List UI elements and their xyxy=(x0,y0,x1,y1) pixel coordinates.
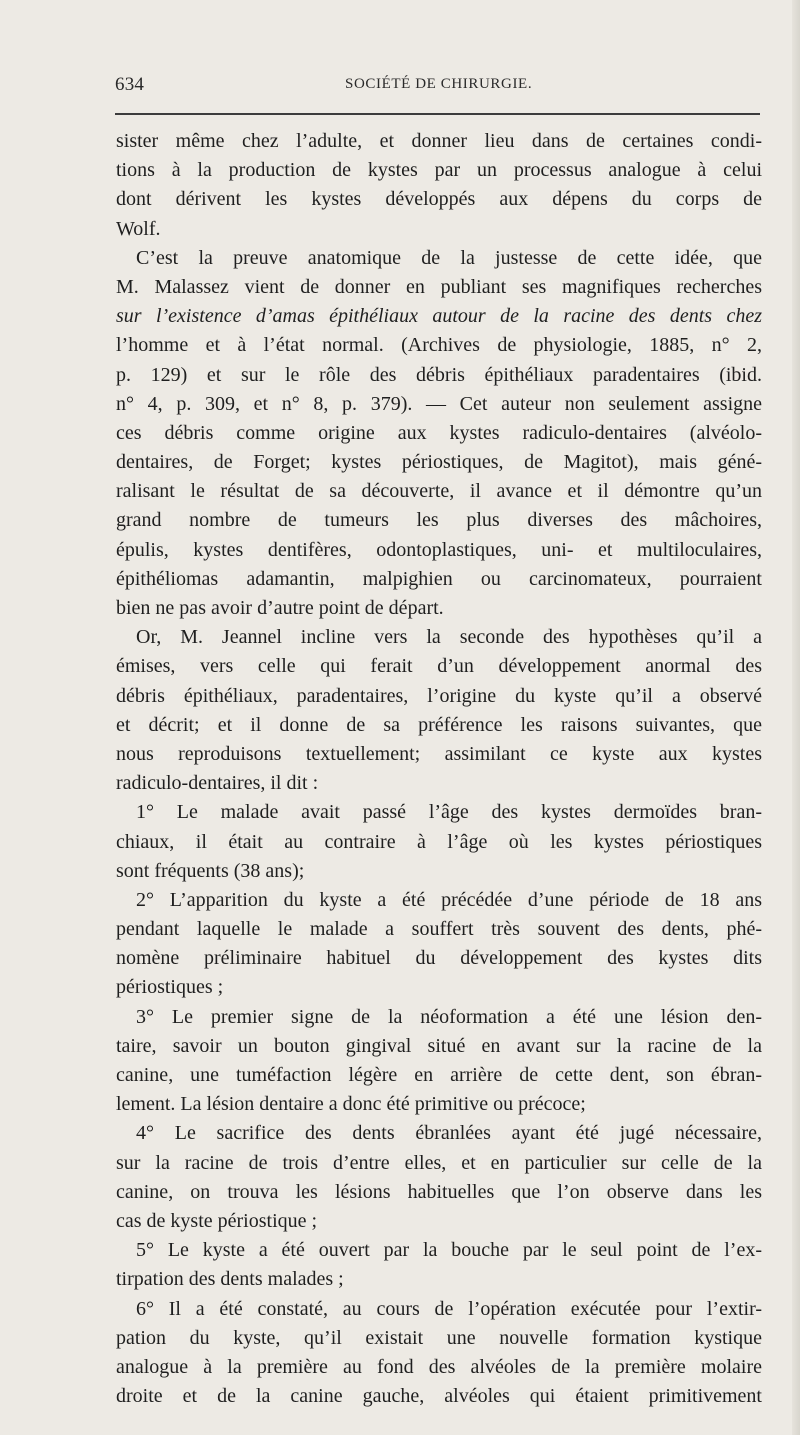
text-line: p. 129) et sur le rôle des débris épithéliaux paradentaires (ibid. xyxy=(116,363,762,386)
page-number: 634 xyxy=(115,74,145,95)
text-line: tirpation des dents malades ; xyxy=(116,1268,344,1291)
text-line: cas de kyste périostique ; xyxy=(116,1209,318,1232)
text-line: ces débris comme origine aux kystes radiculo-dentaires (alvéolo- xyxy=(116,421,762,444)
text-line: M. Malassez vient de donner en publiant ses magnifiques recherches xyxy=(116,275,762,298)
text-line: 4° Le sacrifice des dents ébranlées ayant été jugé nécessaire, xyxy=(136,1122,762,1145)
text-line: dentaires, de Forget; kystes périostiques, de Magitot), mais géné- xyxy=(116,451,762,474)
text-line: bien ne pas avoir d’autre point de départ. xyxy=(116,597,444,619)
page-header xyxy=(115,74,759,104)
text-line: chiaux, il était au contraire à l’âge où les kystes périostiques xyxy=(116,830,762,853)
text-line: émises, vers celle qui ferait d’un développement anormal des xyxy=(116,655,762,678)
text-line: Or, M. Jeannel incline vers la seconde des hypothèses qu’il a xyxy=(136,626,762,649)
text-line: sont fréquents (38 ans); xyxy=(116,859,305,882)
page-edge xyxy=(792,0,800,1435)
text-line: épulis, kystes dentifères, odontoplastiques, uni- et multiloculaires, xyxy=(116,538,762,561)
text-line: 5° Le kyste a été ouvert par la bouche par le seul point de l’ex- xyxy=(136,1239,762,1262)
text-line: 3° Le premier signe de la néoformation a été une lésion den- xyxy=(136,1005,762,1028)
text-line: C’est la preuve anatomique de la justesse de cette idée, que xyxy=(136,246,762,269)
text-line: pation du kyste, qu’il existait une nouvelle formation kystique xyxy=(116,1326,762,1349)
text-line: l’homme et à l’état normal. (Archives de physiologie, 1885, n° 2, xyxy=(116,334,762,357)
body-text xyxy=(116,127,762,1411)
text-line: sur la racine de trois d’entre elles, et en particulier sur celle de la xyxy=(116,1151,762,1174)
text-line: Wolf. xyxy=(116,217,161,240)
text-line: taire, savoir un bouton gingival situé en avant sur la racine de la xyxy=(116,1034,762,1057)
text-line: pendant laquelle le malade a souffert très souvent des dents, phé- xyxy=(116,918,762,941)
text-line: 6° Il a été constaté, au cours de l’opération exécutée pour l’extir- xyxy=(136,1297,762,1320)
text-line: nous reproduisons textuellement; assimilant ce kyste aux kystes xyxy=(116,742,762,765)
text-line: périostiques ; xyxy=(116,976,224,999)
header-rule xyxy=(115,113,760,115)
text-line: radiculo-dentaires, il dit : xyxy=(116,772,319,795)
text-line: dont dérivent les kystes développés aux dépens du corps de xyxy=(116,188,762,211)
text-line: 1° Le malade avait passé l’âge des kystes dermoïdes bran- xyxy=(136,801,762,824)
text-line: analogue à la première au fond des alvéoles de la première molaire xyxy=(116,1355,762,1378)
text-line: nomène préliminaire habituel du développement des kystes dits xyxy=(116,947,762,970)
running-title: SOCIÉTÉ DE CHIRURGIE. xyxy=(345,76,533,92)
text-line: débris épithéliaux, paradentaires, l’origine du kyste qu’il a observé xyxy=(116,684,762,707)
text-line: droite et de la canine gauche, alvéoles qui étaient primitivement xyxy=(116,1385,762,1408)
text-line: sister même chez l’adulte, et donner lieu dans de certaines condi- xyxy=(116,130,762,152)
text-line: 2° L’apparition du kyste a été précédée d’une période de 18 ans xyxy=(136,888,762,911)
text-line: lement. La lésion dentaire a donc été primitive ou précoce; xyxy=(116,1093,586,1116)
text-line: sur l’existence d’amas épithéliaux autour de la racine des dents chez xyxy=(116,305,762,328)
text-line: ralisant le résultat de sa découverte, il avance et il démontre qu’un xyxy=(116,480,762,503)
text-line: épithéliomas adamantin, malpighien ou carcinomateux, pourraient xyxy=(116,567,762,590)
text-line: canine, une tuméfaction légère en arrière de cette dent, son ébran- xyxy=(116,1064,762,1086)
text-line: tions à la production de kystes par un processus analogue à celui xyxy=(116,159,762,182)
text-line: n° 4, p. 309, et n° 8, p. 379). — Cet auteur non seulement assigne xyxy=(116,392,762,415)
text-line: canine, on trouva les lésions habituelles que l’on observe dans les xyxy=(116,1180,762,1203)
text-line: grand nombre de tumeurs les plus diverses des mâchoires, xyxy=(116,509,762,532)
text-line: et décrit; et il donne de sa préférence les raisons suivantes, que xyxy=(116,713,762,736)
